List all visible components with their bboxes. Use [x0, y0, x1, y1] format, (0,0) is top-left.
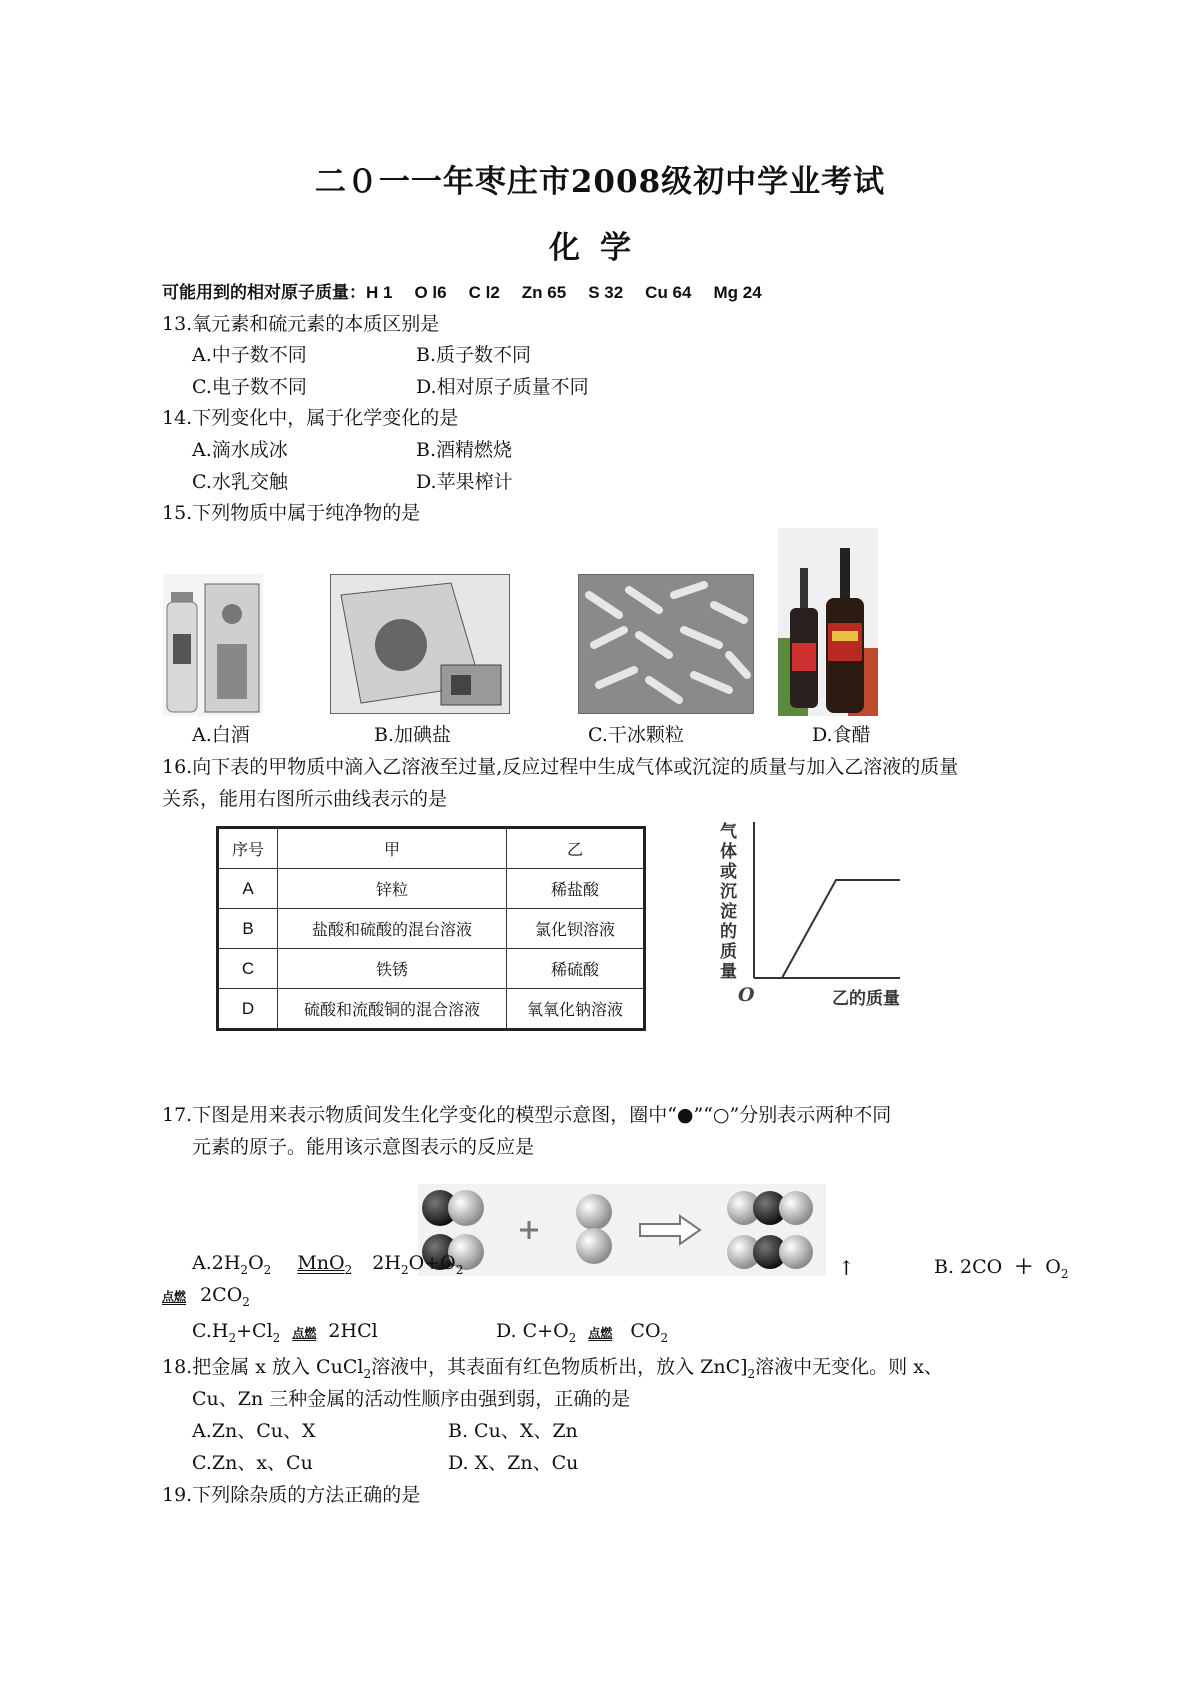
q15-option-d: D.食醋	[812, 724, 871, 746]
sub: 2	[344, 1262, 353, 1277]
q17-b-text: B. 2CO	[934, 1256, 1003, 1278]
q13-option-a: A.中子数不同	[192, 344, 307, 366]
exam-subject: 化学	[549, 230, 651, 266]
q17-d-prod: CO	[630, 1320, 661, 1342]
sub: 2	[272, 1330, 281, 1345]
row-a-seq: A	[218, 869, 278, 909]
row-c-jia: 铁锈	[278, 949, 507, 989]
sub: 2	[400, 1262, 409, 1277]
q15-option-c: C.干冰颗粒	[588, 724, 684, 746]
q16-table	[216, 826, 646, 1031]
sub: 2	[242, 1294, 250, 1309]
q13-stem: 13.氧元素和硫元素的本质区别是	[162, 313, 440, 335]
q17-b-prod: 2CO	[200, 1284, 243, 1306]
header-seq: 序号	[218, 828, 278, 869]
q17-option-b	[934, 1252, 1068, 1281]
row-a-yi: 稀盐酸	[507, 869, 645, 909]
q17-b-o2: O	[1045, 1256, 1061, 1278]
masses-label: 可能用到的相对原子质量：	[162, 283, 366, 302]
q14-stem: 14.下列变化中，属于化学变化的是	[162, 407, 459, 429]
q17-option-a	[192, 1252, 463, 1277]
sub: 2	[363, 1366, 372, 1381]
q17-c-cl: +Cl	[236, 1320, 273, 1342]
q17-a-o2: O	[248, 1252, 264, 1274]
q15-option-b: B.加碘盐	[374, 724, 452, 746]
sub: 2	[747, 1366, 756, 1381]
atomic-masses	[162, 278, 784, 303]
sub: 2	[455, 1262, 464, 1277]
condition-ignite: 点燃	[292, 1325, 317, 1340]
mass-o: O l6	[414, 283, 447, 302]
q14-option-b: B.酒精燃烧	[416, 439, 513, 461]
q17-a-catalyst	[297, 1252, 353, 1277]
q17-b-plus: ＋	[1014, 1256, 1034, 1278]
condition-ignite: 点燃	[162, 1289, 187, 1304]
table-row	[218, 909, 645, 949]
graph-xlabel: 乙的质量	[832, 989, 900, 1009]
table-row	[218, 869, 645, 909]
q14-option-a: A.滴水成冰	[192, 439, 288, 461]
row-c-seq: C	[218, 949, 278, 989]
q18-stem-line1	[162, 1352, 943, 1381]
baijiu-photo	[163, 574, 263, 716]
mass-h: H 1	[366, 283, 393, 302]
q17-c-prod: 2HCl	[328, 1320, 378, 1342]
q18-stem-c: 溶液中无变化。则 x、	[755, 1356, 943, 1378]
dry-ice-photo	[578, 574, 754, 714]
table-header-row	[218, 828, 645, 869]
q14-option-c: C.水乳交触	[192, 471, 288, 493]
q13-option-b: B.质子数不同	[416, 344, 532, 366]
graph-origin: O	[738, 984, 755, 1006]
q18-option-a: A.Zn、Cu、X	[192, 1420, 316, 1442]
sub: 2	[240, 1262, 249, 1277]
header-jia: 甲	[278, 828, 507, 869]
sub: 2	[568, 1330, 577, 1345]
q13-option-c: C.电子数不同	[192, 376, 307, 398]
q17-stem-line1: 17.下图是用来表示物质间发生化学变化的模型示意图，圈中“●”“○”分别表示两种不同	[162, 1104, 892, 1126]
mass-cu: Cu 64	[645, 283, 692, 302]
row-d-yi: 氧氧化钠溶液	[507, 989, 645, 1030]
q16-stem-line2: 关系，能用右图所示曲线表示的是	[162, 788, 448, 810]
q17-a-arrow-up: ↑	[838, 1256, 855, 1280]
vinegar-photo	[778, 528, 878, 716]
q15-stem: 15.下列物质中属于纯净物的是	[162, 502, 421, 524]
table-row	[218, 989, 645, 1030]
mass-mg: Mg 24	[713, 283, 762, 302]
sub: 2	[1060, 1266, 1069, 1281]
header-yi: 乙	[507, 828, 645, 869]
graph-ylabel: 气体或沉淀的质量	[720, 822, 737, 982]
row-c-yi: 稀硫酸	[507, 949, 645, 989]
mass-zn: Zn 65	[521, 283, 567, 302]
iodized-salt-photo	[330, 574, 510, 714]
q17-a-text: A.2H	[192, 1252, 241, 1274]
q16-graph	[720, 818, 920, 1018]
q17-a-prod: 2H	[372, 1252, 401, 1274]
q17-stem-line2: 元素的原子。能用该示意图表示的反应是	[192, 1136, 535, 1158]
q18-option-b: B. Cu、X、Zn	[448, 1420, 578, 1442]
sub: 2	[263, 1262, 272, 1277]
q18-stem-b: 溶液中，其表面有红色物质析出，放入 ZnC]	[371, 1356, 748, 1378]
q15-option-a: A.白酒	[192, 724, 250, 746]
q14-option-d: D.苹果榨计	[416, 471, 513, 493]
molecule-model-diagram	[418, 1184, 826, 1276]
q17-a-prod2: O+O	[408, 1252, 456, 1274]
table-row	[218, 949, 645, 989]
row-d-jia: 硫酸和流酸铜的混合溶液	[278, 989, 507, 1030]
row-b-seq: B	[218, 909, 278, 949]
q18-option-d: D. X、Zn、Cu	[448, 1452, 579, 1474]
mass-s: S 32	[588, 283, 624, 302]
q17-d-text: D. C+O	[496, 1320, 569, 1342]
q18-option-c: C.Zn、x、Cu	[192, 1452, 313, 1474]
q17-option-d	[496, 1320, 668, 1345]
q17-option-b-cont	[162, 1284, 250, 1309]
q18-stem-a: 18.把金属 x 放入 CuCl	[162, 1356, 364, 1378]
row-b-yi: 氯化钡溶液	[507, 909, 645, 949]
row-b-jia: 盐酸和硫酸的混台溶液	[278, 909, 507, 949]
sub: 2	[660, 1330, 669, 1345]
q19-stem: 19.下列除杂质的方法正确的是	[162, 1484, 421, 1506]
q17-option-c	[192, 1320, 378, 1345]
row-a-jia: 锌粒	[278, 869, 507, 909]
condition-ignite: 点燃	[588, 1325, 613, 1340]
catalyst-text: MnO	[297, 1252, 345, 1274]
exam-title: 二０一一年枣庄市2008级初中学业考试	[314, 164, 886, 200]
sub: 2	[228, 1330, 237, 1345]
graph-axes	[750, 818, 910, 988]
q16-stem-line1: 16.向下表的甲物质中滴入乙溶液至过量,反应过程中生成气体或沉淀的质量与加入乙溶液的质量	[162, 756, 959, 778]
q17-c-text: C.H	[192, 1320, 229, 1342]
row-d-seq: D	[218, 989, 278, 1030]
mass-c: C l2	[468, 283, 500, 302]
q13-option-d: D.相对原子质量不同	[416, 376, 589, 398]
graph-curve	[782, 880, 900, 978]
q18-stem-line2: Cu、Zn 三种金属的活动性顺序由强到弱，正确的是	[192, 1388, 631, 1410]
